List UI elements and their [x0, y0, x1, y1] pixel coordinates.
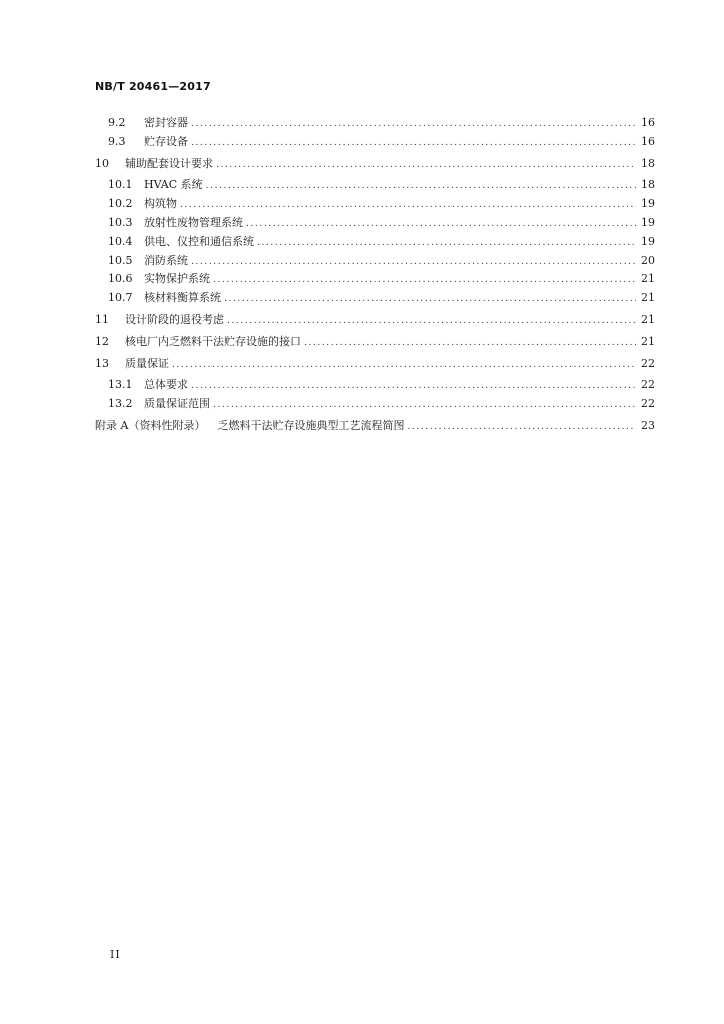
toc-entry-number: 10.3 [108, 215, 133, 229]
toc-entry-number: 9.2 [108, 116, 126, 129]
dot-leader [407, 418, 636, 437]
toc-entry-number: 附录 A（资料性附录） [95, 418, 206, 432]
toc-entry-9-3[interactable] [95, 133, 655, 152]
toc-entry-number: 10.5 [108, 253, 133, 267]
toc-entry-number: 10 [95, 156, 109, 170]
toc-entry-title: 构筑物 [144, 197, 177, 211]
dot-leader [191, 134, 636, 153]
dot-leader [191, 115, 636, 134]
toc-entry-page: 21 [641, 272, 655, 286]
toc-entry-9-2[interactable] [95, 114, 655, 133]
toc-entry-13-1[interactable] [95, 376, 655, 395]
toc-entry-number: 10.1 [108, 178, 133, 192]
toc-entry-11[interactable] [95, 311, 655, 330]
toc-entry-page: 20 [641, 253, 655, 267]
toc-entry-page: 23 [641, 418, 655, 432]
toc-entry-title: 消防系统 [144, 253, 188, 267]
toc-entry-title: 质量保证范围 [144, 397, 210, 411]
toc-entry-page: 21 [641, 334, 655, 348]
toc-entry-title: 供电、仪控和通信系统 [144, 234, 254, 248]
toc-entry-number: 12 [95, 334, 109, 348]
toc-entry-number: 13.2 [108, 397, 133, 411]
toc-entry-title: 实物保护系统 [144, 272, 210, 286]
toc-entry-page: 22 [641, 356, 655, 370]
toc-entry-10-2[interactable] [95, 195, 655, 214]
toc-entry-page: 19 [641, 197, 655, 211]
toc-entry-number: 10.6 [108, 272, 133, 286]
toc-entry-page: 21 [641, 312, 655, 326]
toc-entry-title: 设计阶段的退役考虑 [125, 312, 224, 326]
toc-entry-appendix-a[interactable] [95, 417, 655, 436]
toc-entry-number: 13.1 [108, 378, 133, 392]
dot-leader [216, 156, 636, 175]
toc-entry-number: 10.7 [108, 291, 133, 305]
dot-leader [180, 196, 636, 215]
toc-entry-page: 21 [641, 291, 655, 305]
toc-entry-10-3[interactable] [95, 214, 655, 233]
toc-entry-title: 贮存设备 [144, 134, 188, 148]
toc-entry-10[interactable] [95, 155, 655, 174]
toc-entry-title: 辅助配套设计要求 [125, 156, 213, 170]
toc-entry-number: 13 [95, 356, 109, 370]
toc-entry-number: 10.4 [108, 234, 133, 248]
toc-entry-page: 16 [641, 134, 655, 148]
dot-leader [213, 271, 636, 290]
toc-entry-number: 9.3 [108, 134, 126, 148]
toc-entry-10-4[interactable] [95, 233, 655, 252]
toc-entry-page: 19 [641, 215, 655, 229]
standard-code-header: NB/T 20461—2017 [95, 80, 211, 93]
toc-entry-number: 11 [95, 312, 109, 326]
toc-entry-number: 10.2 [108, 197, 133, 211]
page-number: II [110, 948, 121, 961]
toc-entry-title: HVAC 系统 [144, 178, 203, 192]
toc-entry-13-2[interactable] [95, 395, 655, 414]
toc-entry-page: 22 [641, 378, 655, 392]
dot-leader [224, 290, 636, 309]
toc-entry-title: 核电厂内乏燃料干法贮存设施的接口 [125, 334, 301, 348]
table-of-contents [95, 114, 655, 436]
toc-entry-13[interactable] [95, 355, 655, 374]
toc-entry-page: 18 [641, 178, 655, 192]
toc-entry-title: 核材料衡算系统 [144, 291, 221, 305]
dot-leader [304, 334, 636, 353]
toc-entry-10-5[interactable] [95, 252, 655, 271]
toc-entry-title: 总体要求 [144, 378, 188, 392]
toc-entry-title: 乏燃料干法贮存设施典型工艺流程简图 [217, 418, 405, 432]
toc-entry-page: 22 [641, 397, 655, 411]
toc-entry-title: 密封容器 [144, 116, 188, 129]
toc-entry-title: 质量保证 [125, 356, 169, 370]
dot-leader [206, 177, 636, 196]
dot-leader [227, 312, 636, 331]
toc-entry-title: 放射性废物管理系统 [144, 215, 243, 229]
dot-leader [191, 253, 636, 272]
toc-entry-10-6[interactable] [95, 270, 655, 289]
dot-leader [257, 234, 636, 253]
toc-entry-page: 19 [641, 234, 655, 248]
dot-leader [172, 356, 636, 375]
toc-entry-12[interactable] [95, 333, 655, 352]
toc-entry-page: 18 [641, 156, 655, 170]
dot-leader [213, 396, 636, 415]
dot-leader [246, 215, 636, 234]
toc-entry-page: 16 [641, 116, 655, 129]
toc-entry-10-1[interactable] [95, 176, 655, 195]
toc-entry-10-7[interactable] [95, 289, 655, 308]
dot-leader [191, 377, 636, 396]
